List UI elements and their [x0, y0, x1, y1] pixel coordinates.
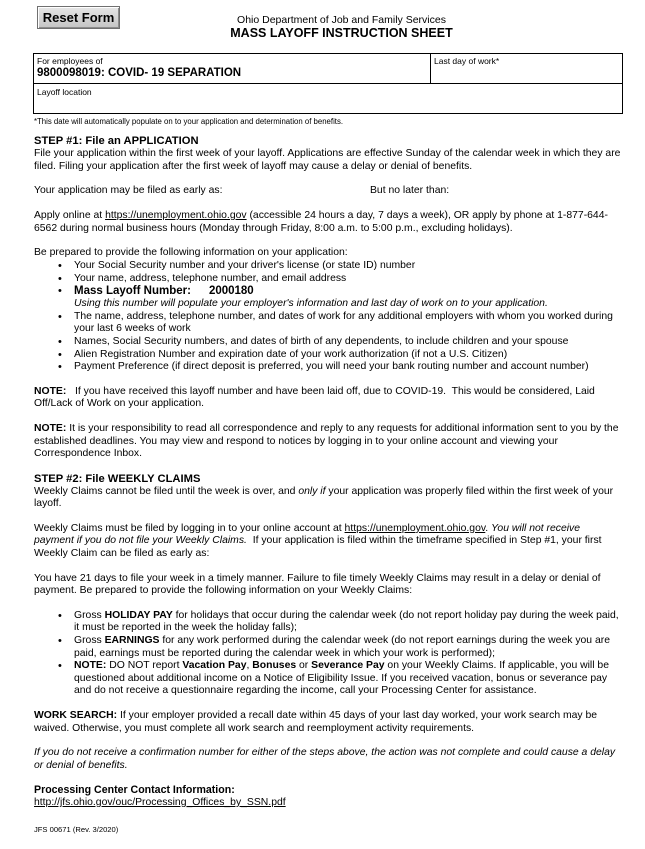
instructions-body — [34, 135, 622, 810]
application-info-list — [34, 260, 622, 374]
step2-intro: Weekly Claims cannot be filed until the week is over, and only if your application was properly filed within the first week of your layoff. — [34, 485, 614, 510]
step1-heading: STEP #1: File an APPLICATION — [34, 135, 199, 147]
list-item-holiday-pay: • Gross HOLIDAY PAY for holidays that occur during the calendar week (do not report holiday pay during the week paid, it must be reported in the week the holiday falls); — [34, 610, 622, 635]
early-date-label: Your application may be filed as early as: — [34, 185, 223, 197]
timely-filing-text: You have 21 days to file your week in a timely manner. Failure to file timely Weekly Claims may result in a delay or denial of payment. Be prepared to provide the following information on your Weekly Claims: — [34, 572, 601, 597]
list-item: • Your Social Security number and your driver's license (or state ID) number — [34, 260, 622, 273]
list-item: • Names, Social Security numbers, and dates of birth of any dependents, to include children and your spouse — [34, 336, 622, 349]
list-item: • Payment Preference (if direct deposit is preferred, you will need your bank routing number and account number) — [34, 361, 622, 374]
list-item-earnings: • Gross EARNINGS for any work performed during the calendar week (do not report earnings during the week you are paid, earnings must be reported during the calendar week in which your work is performed); — [34, 635, 622, 660]
list-item: • Your name, address, telephone number, and email address — [34, 273, 622, 286]
confirmation-warning: If you do not receive a confirmation number for either of the steps above, the action was not complete and could cause a delay or denial of benefits. — [34, 747, 616, 771]
processing-center-heading: Processing Center Contact Information: — [34, 784, 235, 797]
step2-heading: STEP #2: File WEEKLY CLAIMS — [34, 472, 201, 485]
weekly-claims-list — [34, 610, 622, 698]
prepare-text: Be prepared to provide the following information on your application: — [34, 247, 348, 259]
weekly-claims-link[interactable]: https://unemployment.ohio.gov — [344, 522, 486, 534]
form-row-employer — [34, 54, 622, 84]
list-item: • Alien Registration Number and expiration date of your work authorization (if not a U.S. Citizen) — [34, 349, 622, 362]
agency-name: Ohio Department of Job and Family Services — [237, 14, 446, 26]
apply-instructions: Apply online at https://unemployment.ohio.gov (accessible 24 hours a day, 7 days a week), OR apply by phone at 1-877-644-6562 during normal business hours (Monday through Friday, 8:00 a.m. to 5:00 p.m., excluding holidays). — [34, 210, 608, 234]
layoff-location-label: Layoff location — [37, 87, 92, 97]
application-dates-row — [34, 185, 622, 198]
reset-form-button[interactable]: Reset Form — [37, 6, 120, 29]
employer-value[interactable]: 9800098019: COVID- 19 SEPARATION — [37, 67, 242, 79]
layoff-info-form — [33, 53, 623, 114]
list-item-mass-layoff — [34, 285, 622, 311]
weekly-claims-login: Weekly Claims must be filed by logging in to your online account at https://unemployment.ohio.gov. You will not receive payment if you do not file your Weekly Claims. If your application is filed within the timeframe specified in Step #1, your first Weekly Claim can be filed as early as: — [34, 522, 605, 560]
sheet-title: MASS LAYOFF INSTRUCTION SHEET — [230, 26, 453, 40]
processing-center-link[interactable]: http://jfs.ohio.gov/ouc/Processing_Offices_by_SSN.pdf — [34, 796, 286, 808]
unemployment-link[interactable]: https://unemployment.ohio.gov — [105, 210, 247, 222]
mass-layoff-label: Mass Layoff Number: — [74, 285, 191, 298]
mass-layoff-note: Using this number will populate your employer's information and last day of work on to your application. — [74, 298, 548, 310]
late-date-label: But no later than: — [370, 185, 450, 197]
work-search-text: WORK SEARCH: If your employer provided a recall date within 45 days of your last day worked, your work search may be waived. Otherwise, you must complete all work search and reemployment activity requirements. — [34, 710, 598, 734]
last-day-field[interactable] — [431, 54, 622, 83]
note-covid: NOTE: If you have received this layoff number and have been laid off, due to COVID-19. This would be considered, Laid Off/Lack of Work on your application. — [34, 385, 598, 410]
employer-label: For employees of — [37, 56, 103, 66]
note-correspondence: NOTE: It is your responsibility to read all correspondence and reply to any requests for additional information sent to you by the established deadlines. You may view and respond to notices by logging in to your online account and viewing your Correspondence Inbox. — [34, 422, 619, 460]
form-code: JFS 00671 (Rev. 3/2020) — [34, 825, 119, 834]
date-footnote: *This date will automatically populate on to your application and determination of benefits. — [34, 117, 344, 126]
layoff-location-field[interactable] — [34, 84, 622, 113]
list-item: • The name, address, telephone number, and dates of work for any additional employers with whom you worked during your last 6 weeks of work — [34, 311, 622, 336]
step1-intro: File your application within the first week of your layoff. Applications are effective Sunday of the calendar week in which they are filed. Filing your application after the first week of layoff may cause a delay or denial of benefits. — [34, 148, 621, 172]
employer-field[interactable] — [34, 54, 431, 83]
mass-layoff-number: 2000180 — [208, 285, 254, 298]
last-day-label: Last day of work* — [434, 56, 500, 66]
list-item-note-vacation: • NOTE: DO NOT report Vacation Pay, Bonuses or Severance Pay on your Weekly Claims. If applicable, you will be questioned about additional income on a Notice of Eligibility Issue. If you received vacation, bonus or severance pay and do not receive a questionnaire regarding the income, call your Processing Center for assistance. — [34, 660, 622, 698]
